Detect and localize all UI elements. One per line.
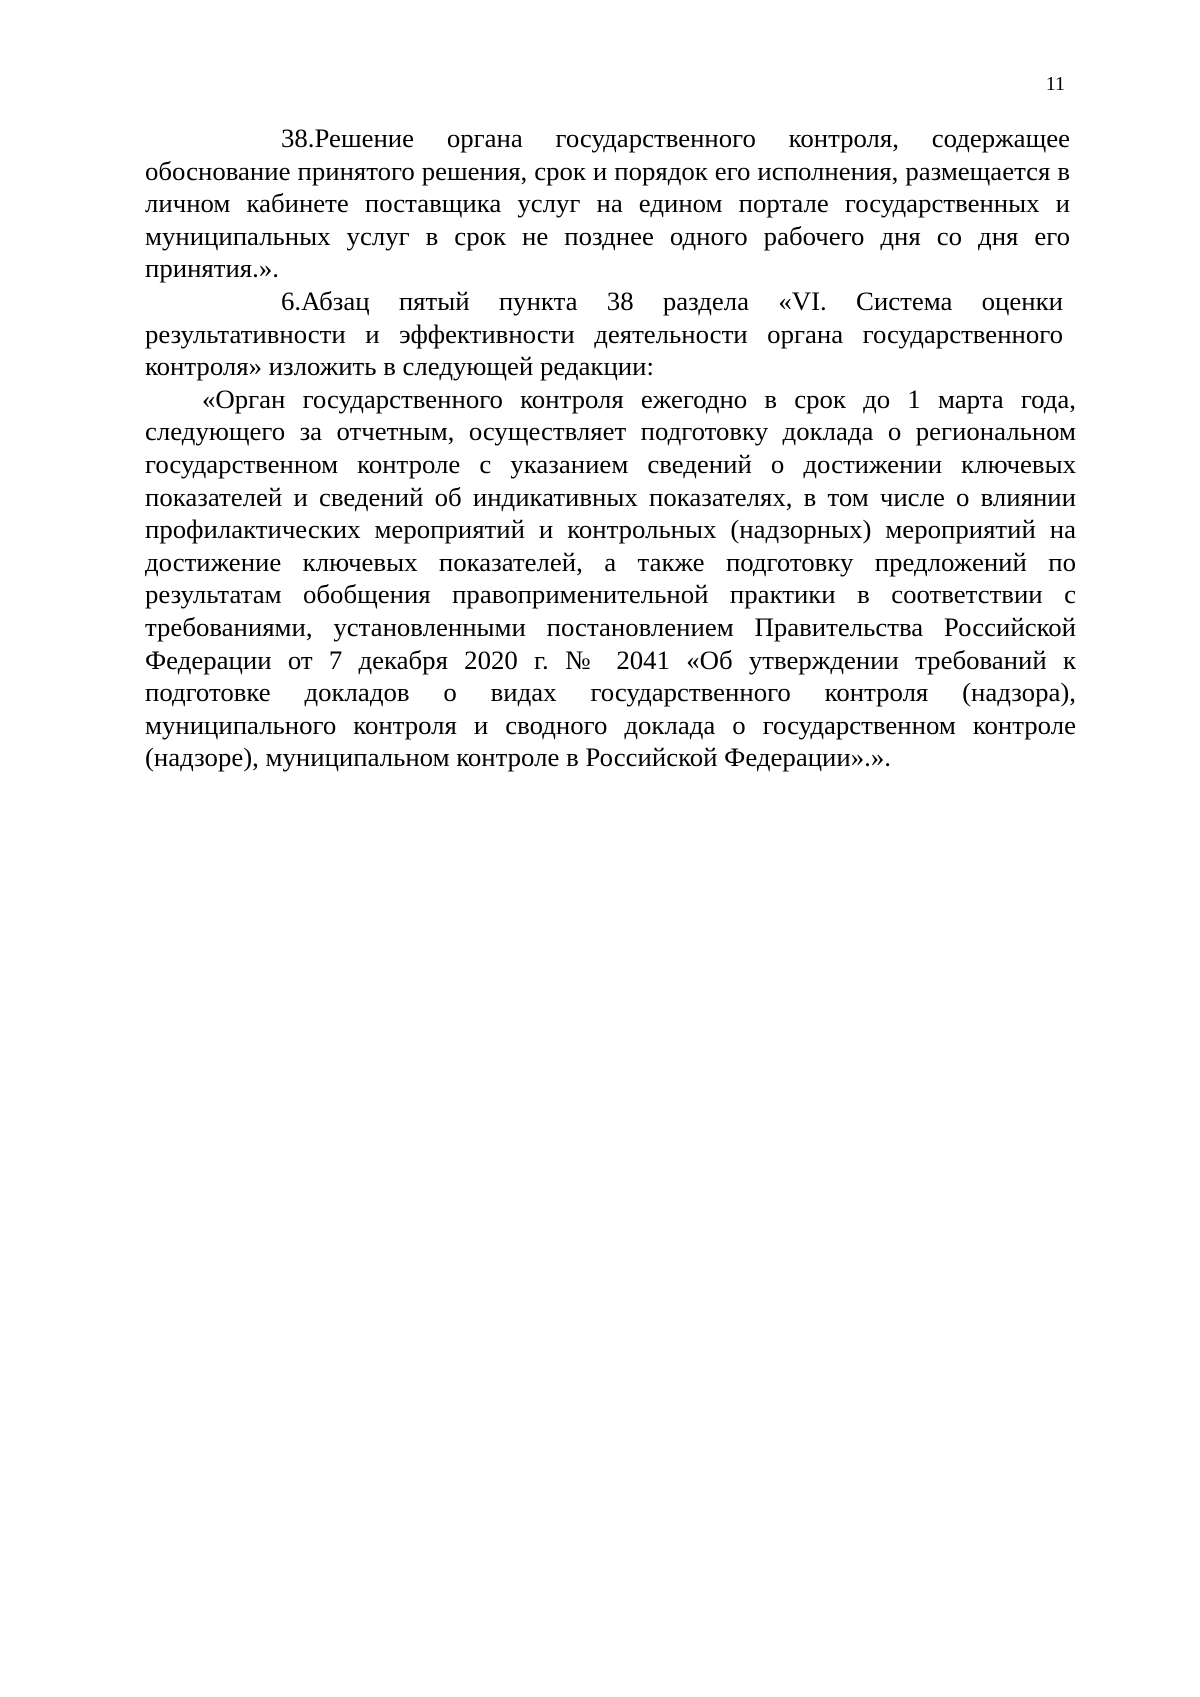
item-number-38: 38.: [281, 123, 315, 153]
paragraph-quoted-amendment: «Орган государственного контроля ежегодно в срок до 1 марта года, следующего за отчетным, осуществляет подготовку доклада о региональном государственном контроле с указанием сведений о достижении ключевых показателей и сведений об индикативных показателях, в том числе о влиянии профилактических мероприятий и контрольных (надзорных) мероприятий на достижение ключевых показателей, а также подготовку предложений по результатам обобщения правоприменительной практики в соответствии с требованиями, установленными постановлением Правительства Российской Федерации от 7 декабря 2020 г. № 2041 «Об утверждении требований к подготовке докладов о видах государственного контроля (надзора), муниципального контроля и сводного доклада о государственном контроле (надзоре), муниципальном контроле в Российской Федерации».».: [145, 383, 1076, 773]
paragraph-item-38: [145, 122, 1070, 285]
item-38-text: Решение органа государственного контроля, содержащее обоснование принятого решения, срок и порядок его исполнения, размещается в личном кабинете поставщика услуг на едином портале государственных и муниципальных услуг в срок не позднее одного рабочего дня со дня его принятия.».: [145, 123, 1070, 284]
item-number-6: 6.: [281, 285, 302, 316]
document-body: [145, 122, 1076, 774]
page-number: 11: [1045, 73, 1065, 95]
paragraph-item-6: [145, 285, 1063, 383]
item-6-text: Абзац пятый пункта 38 раздела «VI. Система оценки результативности и эффективности деятельности органа государственного контроля» изложить в следующей редакции:: [145, 285, 1063, 382]
